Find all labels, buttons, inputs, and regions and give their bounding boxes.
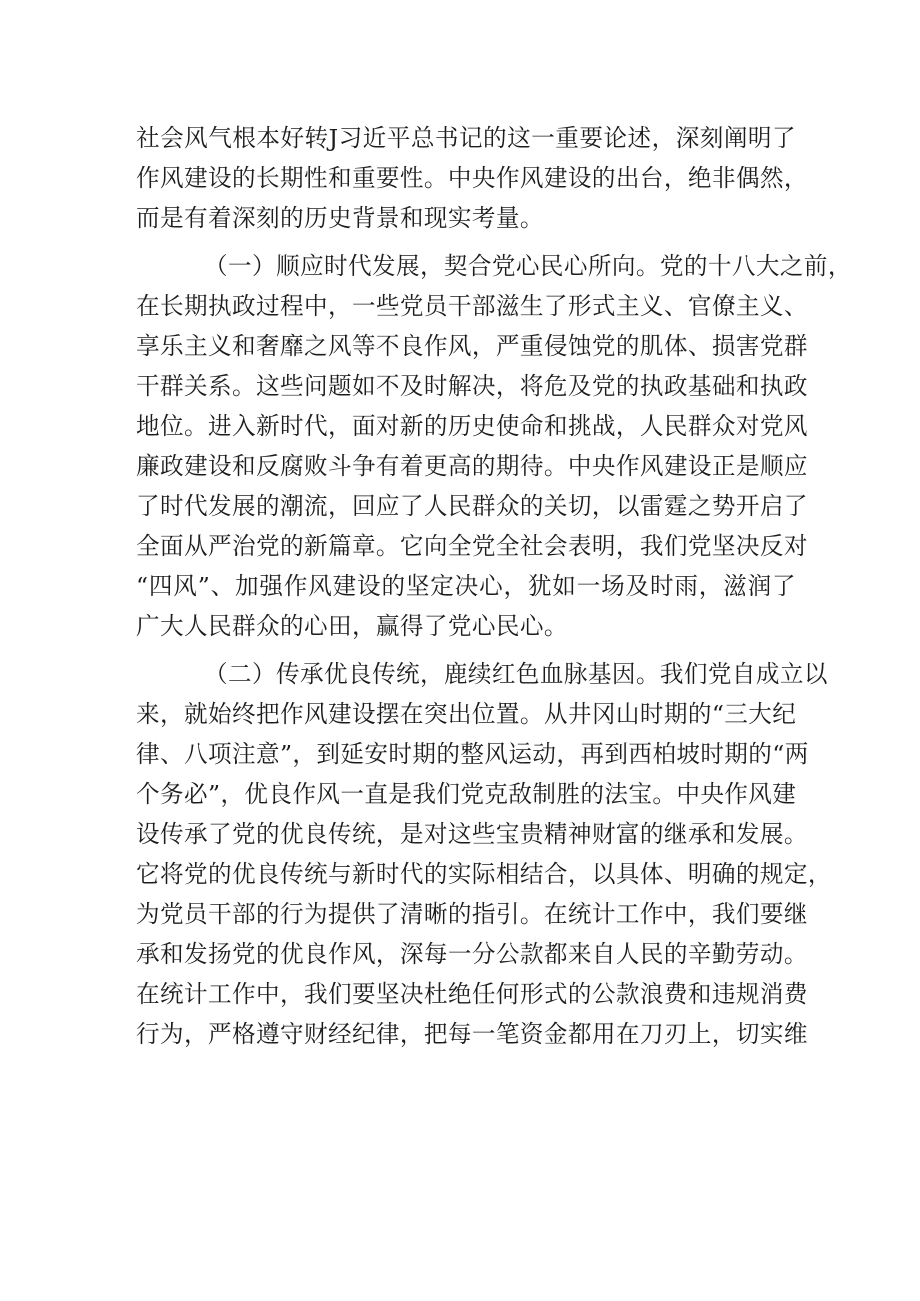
text-line: 地位。进入新时代，面对新的历史使命和挑战，人民群众对党风 — [136, 412, 808, 440]
text-line: 承和发扬党的优良作风，深每一分公款都来自人民的辛勤劳动。 — [136, 940, 808, 968]
text-line: 享乐主义和奢靡之风等不良作风，严重侵蚀党的肌体、损害党群 — [136, 332, 808, 360]
text-line: 干群关系。这些问题如不及时解决，将危及党的执政基础和执政 — [136, 372, 808, 400]
text-line: 广大人民群众的心田，赢得了党心民心。 — [136, 612, 568, 640]
text-line: 个务必”，优良作风一直是我们党克敌制胜的法宝。中央作风建 — [136, 780, 797, 808]
text-line: 为党员干部的行为提供了清晰的指引。在统计工作中，我们要继 — [136, 900, 808, 928]
text-line: 廉政建设和反腐败斗争有着更高的期待。中央作风建设正是顺应 — [136, 452, 808, 480]
text-line: “四风”、加强作风建设的坚定决心，犹如一场及时雨，滋润了 — [136, 572, 796, 600]
paragraph-heading-line: （二）传承优良传统，鹿续红色血脉基因。我们党自成立以 — [204, 660, 828, 688]
text-line: 行为，严格遵守财经纪律，把每一笔资金都用在刀刃上，切实维 — [136, 1020, 808, 1048]
text-line: 在统计工作中，我们要坚决杜绝任何形式的公款浪费和违规消费 — [136, 980, 808, 1008]
text-line: 在长期执政过程中，一些党员干部滋生了形式主义、官僚主义、 — [136, 292, 808, 320]
text-line: 它将党的优良传统与新时代的实际相结合，以具体、明确的规定， — [136, 860, 832, 888]
paragraph-heading-line: （一）顺应时代发展，契合党心民心所向。党的十八大之前， — [204, 252, 852, 280]
text-line: 社会风气根本好转J习近平总书记的这一重要论述，深刻阐明了 — [136, 124, 796, 152]
text-line: 律、八项注意”，到延安时期的整风运动，再到西柏坡时期的“两 — [136, 740, 809, 768]
text-line: 了时代发展的潮流，回应了人民群众的关切，以雷霆之势开启了 — [136, 492, 808, 520]
text-line: 设传承了党的优良传统，是对这些宝贵精神财富的继承和发展。 — [136, 820, 808, 848]
body-text — [136, 118, 852, 1054]
text-line: 而是有着深刻的历史背景和现实考量。 — [136, 204, 544, 232]
text-line: 作风建设的长期性和重要性。中央作风建设的出台，绝非偶然， — [136, 164, 808, 192]
text-line: 全面从严治党的新篇章。它向全党全社会表明，我们党坚决反对 — [136, 532, 808, 560]
text-line: 来，就始终把作风建设摆在突出位置。从井冈山时期的“三大纪 — [136, 700, 797, 728]
